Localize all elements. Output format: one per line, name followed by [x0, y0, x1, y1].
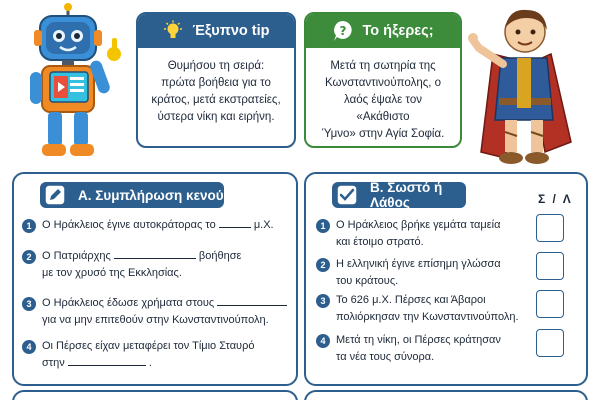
lightbulb-icon	[162, 20, 184, 42]
answer-blank[interactable]	[68, 356, 146, 366]
pencil-icon	[44, 184, 66, 206]
did-you-know-title: Το ήξερες;	[362, 23, 434, 39]
true-false-section	[304, 172, 588, 386]
answer-blank[interactable]	[217, 296, 287, 306]
checkbox-check-icon	[336, 184, 358, 206]
blank-question-2: Ο Πατριάρχης βοήθησε με τον χρυσό της Εκκλησίας.	[42, 250, 242, 279]
robot-mascot-illustration	[30, 2, 128, 162]
answer-blank[interactable]	[219, 218, 251, 228]
question-number-badge: 3	[316, 294, 330, 308]
blank-question-3: Ο Ηράκλειος έδωσε χρήματα στους για να μην επιτεθούν στην Κωνσταντινούπολη.	[42, 295, 287, 328]
tf-question-3: Το 626 μ.Χ. Πέρσες και Άβαροι πολιόρκησαν την Κωνσταντινούπολη.	[336, 294, 519, 323]
blank-question-4: Οι Πέρσες είχαν μεταφέρει τον Τίμιο Σταυρό στην .	[42, 340, 255, 369]
question-number-badge: 2	[22, 250, 36, 264]
answer-checkbox[interactable]	[536, 329, 564, 357]
section-b-title: Β. Σωστό ή Λάθος	[370, 180, 443, 210]
answer-checkbox[interactable]	[536, 214, 564, 242]
did-you-know-card	[304, 12, 462, 148]
next-section-panel-left	[12, 390, 298, 400]
byzantine-boy-illustration	[465, 2, 583, 170]
did-you-know-header	[306, 14, 460, 48]
section-b-title-bar	[332, 182, 466, 208]
question-number-badge: 4	[22, 340, 36, 354]
smart-tip-header	[138, 14, 294, 48]
tf-question-4: Μετά τη νίκη, οι Πέρσες κράτησαν τα νέα τους σύνορα.	[336, 334, 501, 363]
question-bubble-icon	[332, 20, 354, 42]
question-number-badge: 2	[316, 258, 330, 272]
smart-tip-card	[136, 12, 296, 148]
question-number-badge: 3	[22, 297, 36, 311]
next-section-panel-right	[304, 390, 588, 400]
fill-in-blank-section	[12, 172, 298, 386]
answer-checkbox[interactable]	[536, 290, 564, 318]
tf-question-1: Ο Ηράκλειος βρήκε γεμάτα ταμεία και έτοιμο στρατό.	[336, 219, 501, 248]
smart-tip-title: Έξυπνο tip	[192, 23, 270, 39]
answer-blank[interactable]	[114, 249, 196, 259]
did-you-know-text: Μετά τη σωτηρία της Κωνσταντινούπολης, ο λαός έψαλε τον «Ακάθιστο Ύμνο» στην Αγία Σοφία.	[321, 60, 445, 140]
true-false-header: Σ / Λ	[538, 192, 573, 206]
section-a-title: Α. Συμπλήρωση κενού	[78, 187, 224, 203]
question-number-badge: 1	[316, 219, 330, 233]
question-number-badge: 4	[316, 334, 330, 348]
svg-text:?: ?	[339, 24, 347, 38]
smart-tip-text: Θυμήσου τη σειρά: πρώτα βοήθεια για το κράτος, μετά εκστρατείες, ύστερα νίκη και ειρήνη.	[151, 60, 281, 123]
answer-checkbox[interactable]	[536, 252, 564, 280]
tf-question-2: Η ελληνική έγινε επίσημη γλώσσα του κράτους.	[336, 258, 501, 287]
blank-question-1: Ο Ηράκλειος έγινε αυτοκράτορας το μ.Χ.	[42, 219, 274, 231]
question-number-badge: 1	[22, 219, 36, 233]
section-a-title-bar	[40, 182, 224, 208]
